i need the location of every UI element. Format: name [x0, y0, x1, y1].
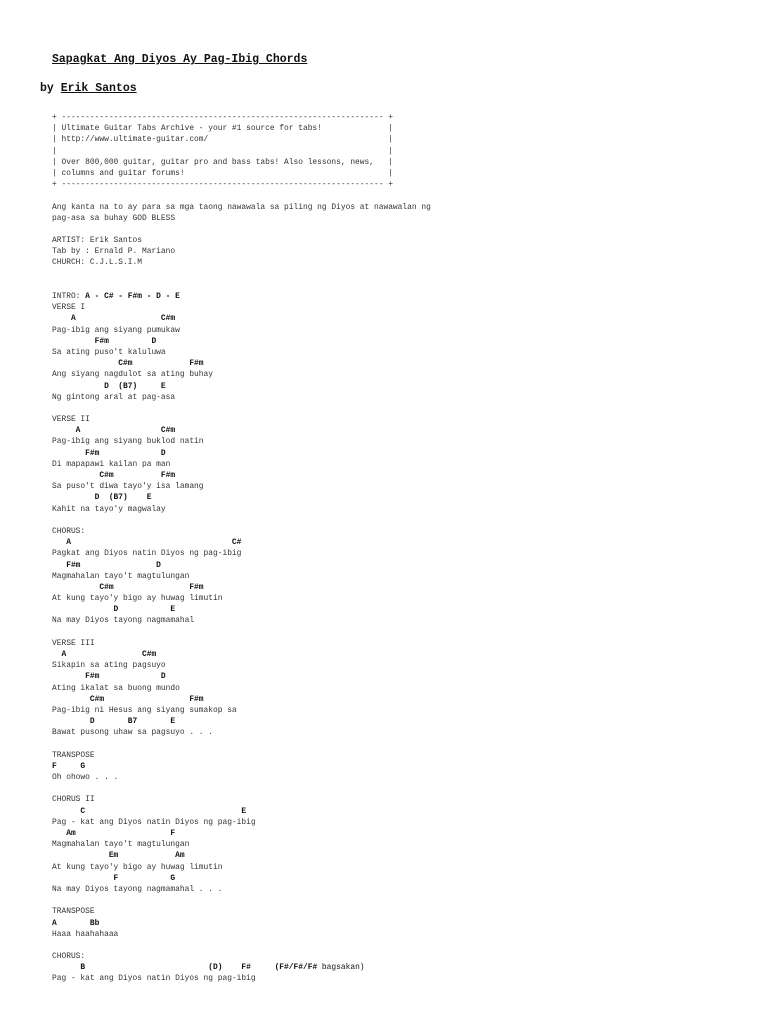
line-text: Pag-ibig ang siyang buklod natin	[52, 437, 204, 447]
chord-line	[52, 671, 752, 682]
line-text: | Over 800,000 guitar, guitar pro and bass tabs! Also lessons, news, |	[52, 157, 393, 167]
chord-line	[52, 448, 752, 459]
line-text: Haaa haahahaaa	[52, 929, 119, 939]
lyric-line	[52, 739, 752, 750]
chord-line	[52, 806, 752, 817]
artist-link[interactable]: Erik Santos	[60, 82, 137, 95]
line-text: Ang siyang nagdulot sa ating buhay	[52, 370, 213, 380]
line-text: CHORUS II	[52, 795, 95, 805]
line-text: Magmahalan tayo't magtulungan	[52, 840, 190, 850]
lyric-line	[52, 392, 752, 403]
line-text: Na may Diyos tayong nagmamahal . . .	[52, 884, 223, 894]
lyric-line	[52, 123, 752, 134]
chord-line	[52, 962, 752, 973]
line-text: Ang kanta na to ay para sa mga taong nawawala sa piling ng Diyos at nawawalan ng	[52, 202, 431, 212]
lyric-line	[52, 213, 752, 224]
line-text: Sa ating puso't kaluluwa	[52, 347, 166, 357]
line-text: B (D) F#	[52, 963, 275, 973]
lyric-line	[52, 369, 752, 380]
chord-line	[52, 336, 752, 347]
line-text: C#m F#m	[52, 359, 204, 369]
line-text: F#m D	[52, 672, 166, 682]
lyric-line	[52, 403, 752, 414]
line-text: A C#m	[52, 314, 176, 324]
lyric-line	[52, 257, 752, 268]
lyric-line	[52, 772, 752, 783]
chord-line	[52, 560, 752, 571]
lyric-line	[52, 727, 752, 738]
lyric-line	[52, 839, 752, 850]
line-text: CHORUS:	[52, 952, 86, 962]
chord-sequence: A - C# - F#m - D - E	[85, 292, 180, 301]
line-text: F#m D	[52, 560, 161, 570]
line-text: Pag-ibig ang siyang pumukaw	[52, 325, 180, 335]
lyric-line	[52, 615, 752, 626]
lyric-line	[52, 951, 752, 962]
chord-sequence: (F#/F#/F#	[274, 963, 318, 973]
lyric-line	[52, 146, 752, 157]
line-text: D (B7) E	[52, 493, 152, 503]
line-text: At kung tayo'y bigo ay huwag limutin	[52, 862, 223, 872]
lyric-line	[52, 705, 752, 716]
lyric-line	[52, 459, 752, 470]
line-text: F G	[52, 761, 86, 771]
line-text: Sa puso't diwa tayo'y isa lamang	[52, 482, 204, 492]
chord-line	[52, 694, 752, 705]
line-text: Sikapin sa ating pagsuyo	[52, 661, 166, 671]
line-text: Oh ohowo . . .	[52, 773, 119, 783]
line-text: F#m D	[52, 336, 157, 346]
line-text: Na may Diyos tayong nagmamahal	[52, 616, 195, 626]
lyric-line	[52, 481, 752, 492]
line-text: | columns and guitar forums! |	[52, 168, 393, 178]
line-text: F#m D	[52, 448, 166, 458]
line-text: Ng gintong aral at pag-asa	[52, 392, 176, 402]
lyric-line	[52, 202, 752, 213]
chord-line	[52, 358, 752, 369]
chord-line	[52, 716, 752, 727]
lyric-line	[52, 683, 752, 694]
lyric-line	[52, 269, 752, 280]
line-text: D B7 E	[52, 717, 176, 727]
line-text: Magmahalan tayo't magtulungan	[52, 571, 190, 581]
lyric-line	[52, 817, 752, 828]
chord-line	[52, 492, 752, 503]
line-text: CHORUS:	[52, 526, 86, 536]
line-text: + -------------------------------------------------------------------- +	[52, 113, 393, 122]
chord-line	[52, 582, 752, 593]
lyric-line	[52, 750, 752, 761]
chord-sheet	[52, 112, 752, 985]
line-text: VERSE III	[52, 638, 95, 648]
lyric-line	[52, 862, 752, 873]
line-text: | |	[52, 146, 393, 156]
chord-line	[52, 828, 752, 839]
chord-line	[52, 470, 752, 481]
lyric-line	[52, 436, 752, 447]
lyric-line	[52, 638, 752, 649]
line-text: Pag - kat ang Diyos natin Diyos ng pag-ibig	[52, 974, 256, 984]
lyric-line	[52, 929, 752, 940]
line-text: Pag-ibig ni Hesus ang siyang sumakop sa	[52, 705, 237, 715]
lyric-line	[52, 515, 752, 526]
chord-line	[52, 873, 752, 884]
line-text: Di mapapawi kailan pa man	[52, 459, 171, 469]
line-text: Tab by : Ernald P. Mariano	[52, 247, 176, 257]
chord-line	[52, 850, 752, 861]
lyric-line	[52, 526, 752, 537]
line-text: pag-asa sa buhay GOD BLESS	[52, 213, 176, 223]
line-text: C#m F#m	[52, 694, 204, 704]
line-text: A Bb	[52, 918, 100, 928]
byline	[40, 82, 137, 95]
lyric-line	[52, 593, 752, 604]
lyric-line	[52, 190, 752, 201]
lyric-line	[52, 414, 752, 425]
page-title[interactable]: Sapagkat Ang Diyos Ay Pag-Ibig Chords	[52, 53, 308, 66]
line-text: INTRO:	[52, 292, 86, 301]
line-text: C E	[52, 806, 247, 816]
lyric-line	[52, 168, 752, 179]
lyric-line	[52, 224, 752, 235]
lyric-line	[52, 179, 752, 190]
lyric-line	[52, 504, 752, 515]
lyric-line	[52, 280, 752, 291]
line-text: Bawat pusong uhaw sa pagsuyo . . .	[52, 728, 213, 738]
line-text: Kahit na tayo'y magwalay	[52, 504, 166, 514]
lyric-line	[52, 112, 752, 123]
line-text: CHURCH: C.J.L.S.I.M	[52, 258, 142, 268]
chord-line	[52, 649, 752, 660]
lyric-line	[52, 291, 752, 302]
line-text: D E	[52, 605, 176, 615]
line-text: TRANSPOSE	[52, 907, 95, 917]
lyric-line	[52, 783, 752, 794]
lyric-line	[52, 235, 752, 246]
lyric-line	[52, 571, 752, 582]
line-text: Pagkat ang Diyos natin Diyos ng pag-ibig	[52, 549, 242, 559]
line-text: A C#m	[52, 426, 176, 436]
line-text: TRANSPOSE	[52, 750, 95, 760]
line-text: VERSE II	[52, 415, 90, 425]
lyric-line	[52, 246, 752, 257]
lyric-line	[52, 906, 752, 917]
line-note: bagsakan)	[317, 963, 365, 973]
line-text: ARTIST: Erik Santos	[52, 236, 142, 246]
line-text: F G	[52, 873, 176, 883]
lyric-line	[52, 794, 752, 805]
line-text: A C#m	[52, 650, 157, 659]
chord-line	[52, 381, 752, 392]
lyric-line	[52, 325, 752, 336]
chord-line	[52, 918, 752, 929]
lyric-line	[52, 157, 752, 168]
byline-prefix: by	[40, 82, 61, 95]
chord-line	[52, 604, 752, 615]
line-text: C#m F#m	[52, 582, 204, 592]
lyric-line	[52, 302, 752, 313]
chord-line	[52, 761, 752, 772]
lyric-line	[52, 884, 752, 895]
line-text: Pag - kat ang Diyos natin Diyos ng pag-ibig	[52, 817, 256, 827]
chord-line	[52, 425, 752, 436]
line-text: A C#	[52, 538, 242, 548]
line-text: Em Am	[52, 851, 185, 861]
lyric-line	[52, 134, 752, 145]
lyric-line	[52, 660, 752, 671]
lyric-line	[52, 940, 752, 951]
line-text: + -------------------------------------------------------------------- +	[52, 180, 393, 190]
chord-line	[52, 313, 752, 324]
chord-line	[52, 537, 752, 548]
line-text: At kung tayo'y bigo ay huwag limutin	[52, 594, 223, 604]
line-text: | Ultimate Guitar Tabs Archive - your #1 source for tabs! |	[52, 124, 393, 134]
lyric-line	[52, 627, 752, 638]
line-text: C#m F#m	[52, 471, 176, 480]
line-text: Ating ikalat sa buong mundo	[52, 683, 180, 693]
line-text: | http://www.ultimate-guitar.com/ |	[52, 135, 393, 145]
lyric-line	[52, 973, 752, 984]
line-text: D (B7) E	[52, 381, 166, 391]
line-text: Am F	[52, 829, 176, 838]
lyric-line	[52, 895, 752, 906]
line-text: VERSE I	[52, 303, 86, 313]
lyric-line	[52, 548, 752, 559]
lyric-line	[52, 347, 752, 358]
